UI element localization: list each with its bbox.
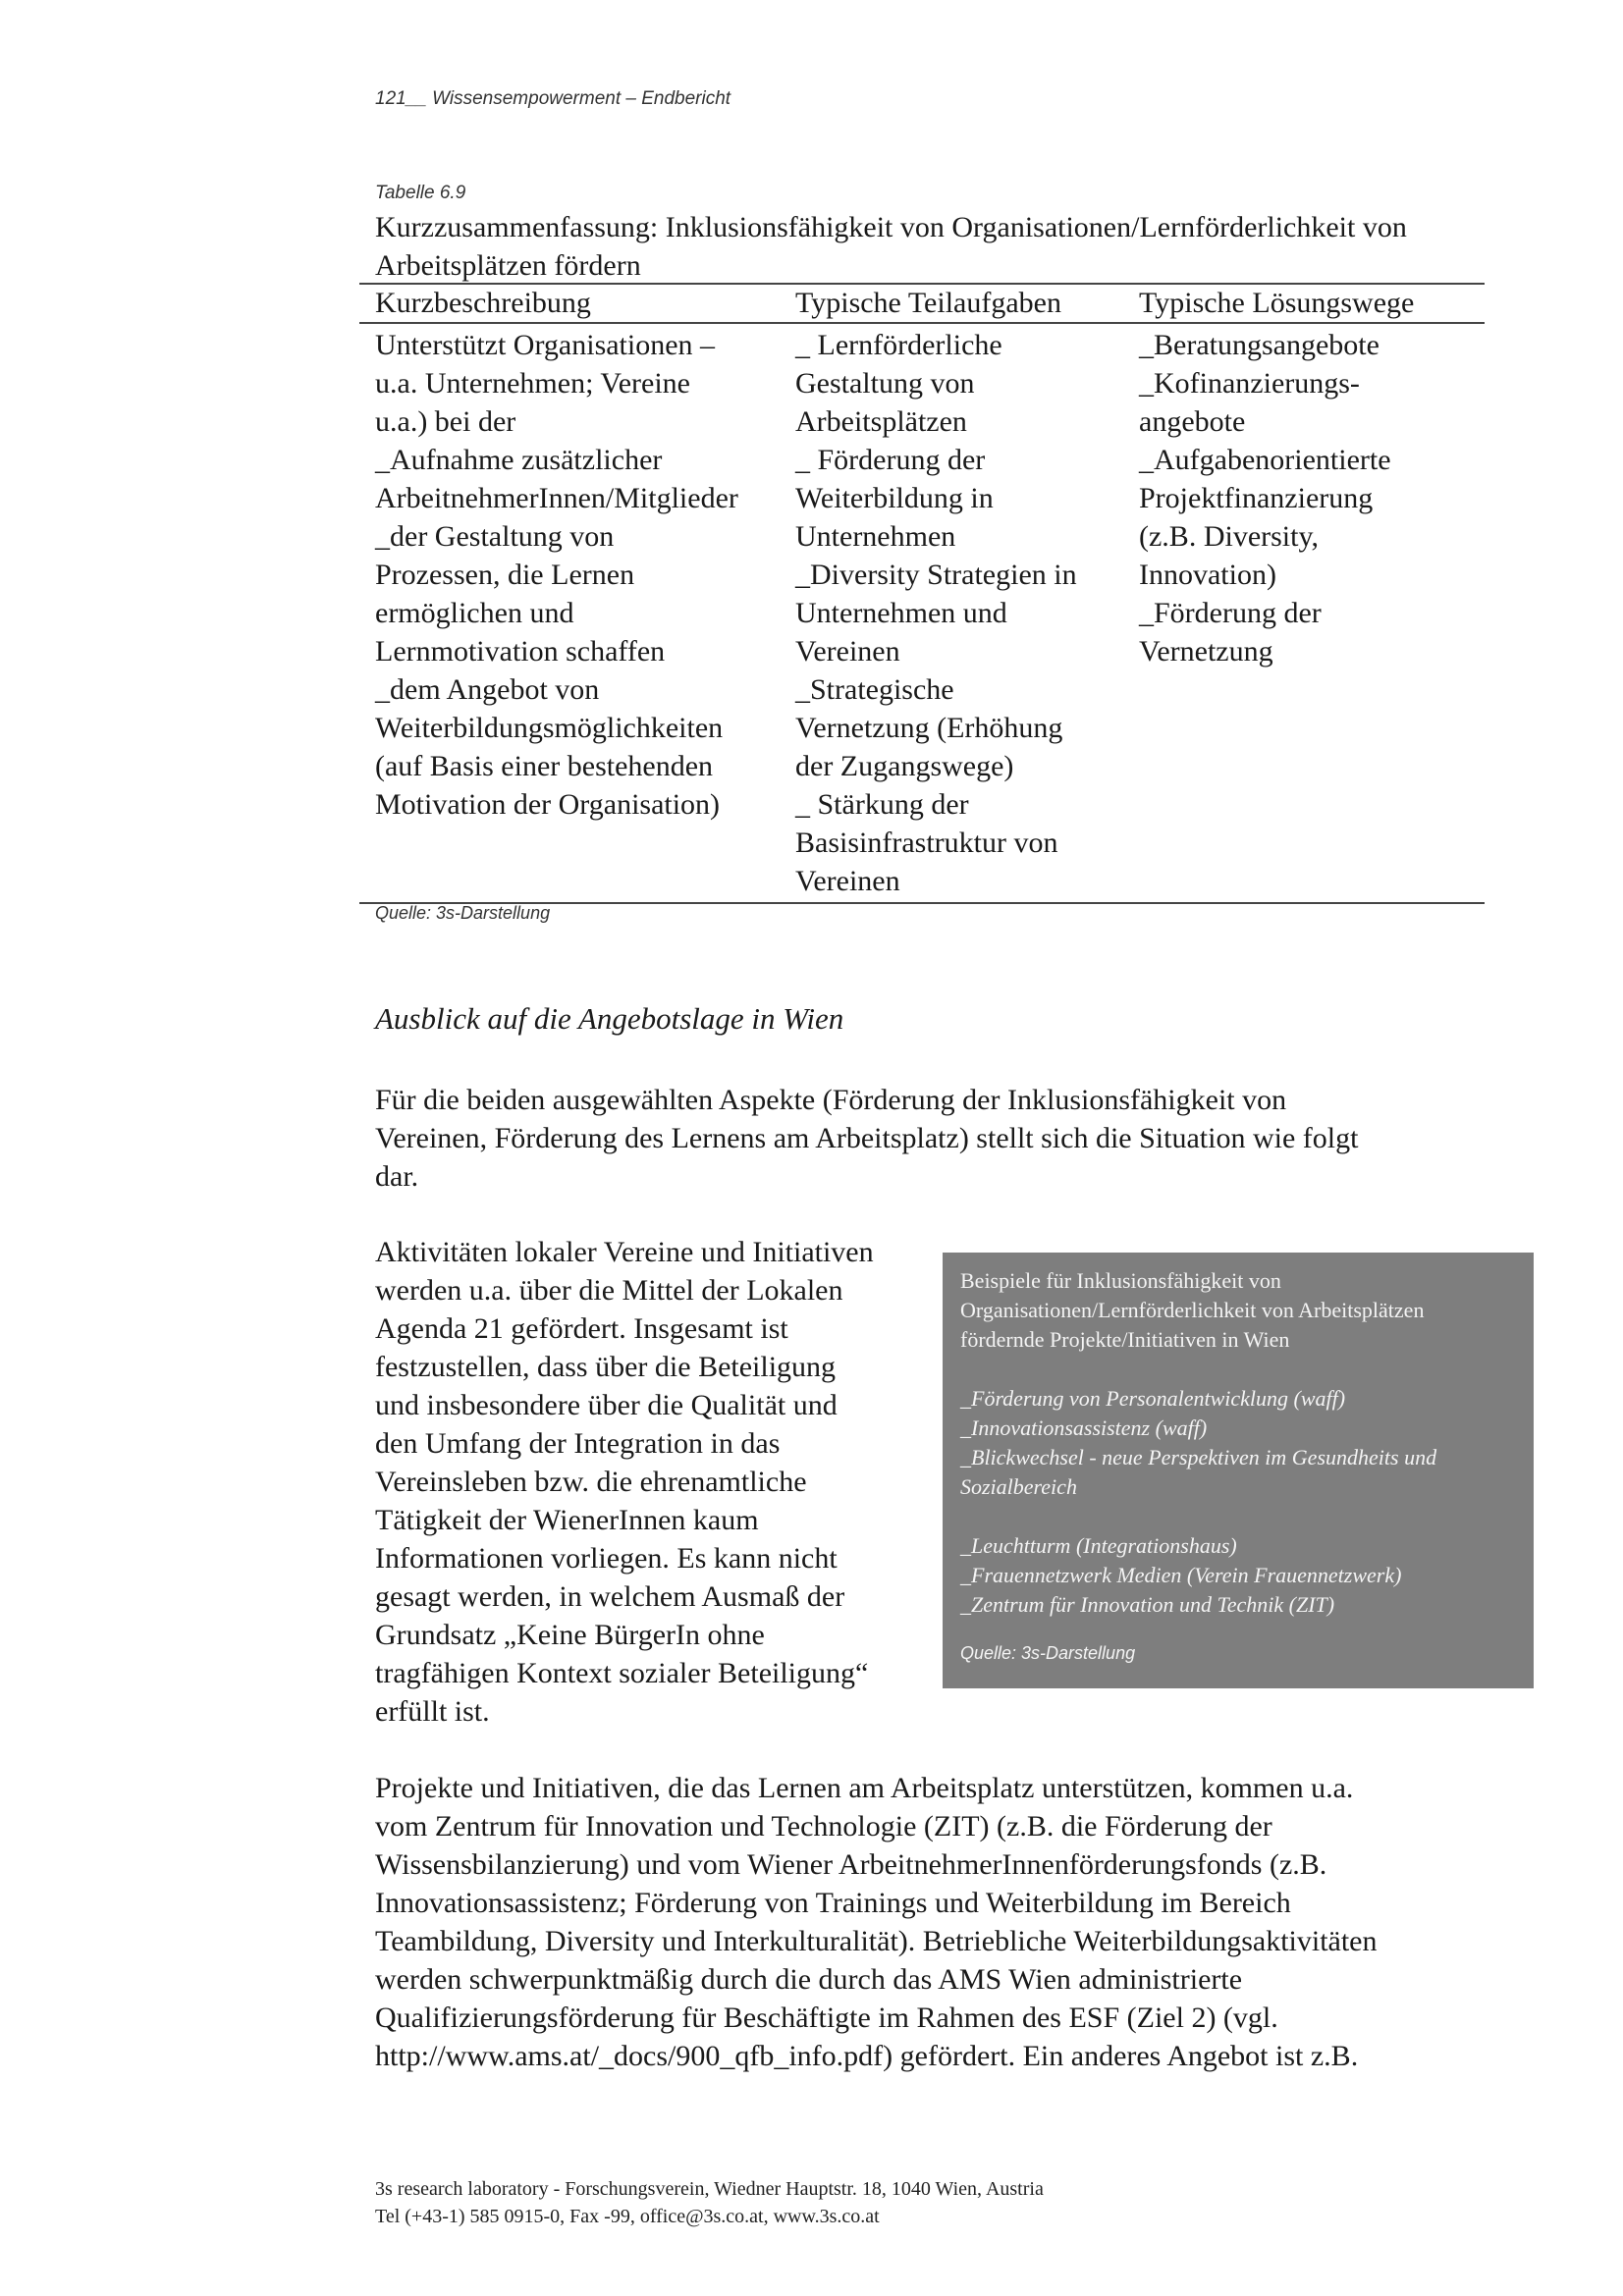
text-line: Innovationsassistenz; Förderung von Trainings und Weiterbildung im Bereich: [375, 1887, 1291, 1919]
cell-text-line: u.a. Unternehmen; Vereine: [375, 367, 690, 400]
text-line: dar.: [375, 1160, 419, 1193]
cell-text-line: _Förderung der: [1139, 597, 1322, 629]
cell-text-line: ermöglichen und: [375, 597, 574, 629]
cell-text-line: (auf Basis einer bestehenden: [375, 750, 714, 782]
cell-text-line: Vereinen: [795, 865, 900, 897]
cell-text-line: _ Stärkung der: [795, 788, 969, 821]
cell-teilaufgaben: [780, 323, 1123, 903]
cell-text-line: _dem Angebot von: [375, 673, 600, 706]
column-header-loesungswege: Typische Lösungswege: [1123, 284, 1485, 323]
text-line: Wissensbilanzierung) und vom Wiener ArbeitnehmerInnenförderungsfonds (z.B.: [375, 1848, 1327, 1881]
sidebar-source: Quelle: 3s-Darstellung: [960, 1643, 1136, 1663]
table-header-row: [359, 284, 1485, 323]
sidebar-item: Sozialbereich: [960, 1474, 1077, 1499]
footer-address: 3s research laboratory - Forschungsverein, Wiedner Hauptstr. 18, 1040 Wien, Austria: [375, 2178, 1044, 2200]
sidebar-title-line: Beispiele für Inklusionsfähigkeit von: [960, 1268, 1281, 1293]
cell-text-line: _der Gestaltung von: [375, 520, 615, 553]
cell-text-line: Prozessen, die Lernen: [375, 559, 635, 591]
cell-text-line: Lernmotivation schaffen: [375, 635, 666, 667]
cell-text-line: _Diversity Strategien in: [795, 559, 1077, 591]
text-line: Agenda 21 gefördert. Insgesamt ist: [375, 1312, 788, 1345]
sidebar-group-1: [960, 1384, 1516, 1502]
cell-text-line: _ Förderung der: [795, 444, 986, 476]
text-line: tragfähigen Kontext sozialer Beteiligung“: [375, 1657, 869, 1689]
sidebar-title-line: Organisationen/Lernförderlichkeit von Arbeitsplätzen: [960, 1298, 1425, 1322]
cell-text-line: Innovation): [1139, 559, 1276, 591]
text-line: den Umfang der Integration in das: [375, 1427, 781, 1460]
cell-text-line: angebote: [1139, 405, 1246, 438]
text-line: vom Zentrum für Innovation und Technologie (ZIT) (z.B. die Förderung der: [375, 1810, 1272, 1842]
cell-text-line: Basisinfrastruktur von: [795, 827, 1058, 859]
sidebar-item: _Leuchtturm (Integrationshaus): [960, 1533, 1237, 1558]
section-heading: Ausblick auf die Angebotslage in Wien: [375, 1001, 844, 1036]
text-line: festzustellen, dass über die Beteiligung: [375, 1351, 837, 1383]
footer-contact: Tel (+43-1) 585 0915-0, Fax -99, office@3s.co.at, www.3s.co.at: [375, 2206, 880, 2227]
examples-sidebar: [943, 1253, 1534, 1688]
cell-text-line: Vereinen: [795, 635, 900, 667]
table-label: Tabelle 6.9: [375, 183, 466, 203]
cell-text-line: Motivation der Organisation): [375, 788, 721, 821]
cell-text-line: Gestaltung von: [795, 367, 975, 400]
text-line: Projekte und Initiativen, die das Lernen am Arbeitsplatz unterstützen, kommen u.a.: [375, 1772, 1354, 1804]
cell-text-line: _Kofinanzierungs-: [1139, 367, 1360, 400]
cell-text-line: _ Lernförderliche: [795, 329, 1002, 361]
column-header-teilaufgaben: Typische Teilaufgaben: [780, 284, 1123, 323]
sidebar-title-line: fördernde Projekte/Initiativen in Wien: [960, 1327, 1290, 1352]
sidebar-item: _Zentrum für Innovation und Technik (ZIT): [960, 1592, 1335, 1617]
text-line: Qualifizierungsförderung für Beschäftigte im Rahmen des ESF (Ziel 2) (vgl.: [375, 2002, 1278, 2034]
page-footer: [375, 2175, 1044, 2230]
text-line: Vereinsleben bzw. die ehrenamtliche: [375, 1466, 807, 1498]
cell-text-line: Vernetzung (Erhöhung: [795, 712, 1063, 744]
table-source: Quelle: 3s-Darstellung: [375, 903, 551, 923]
text-line: werden u.a. über die Mittel der Lokalen: [375, 1274, 843, 1307]
table-row: [359, 323, 1485, 903]
cell-text-line: _Strategische: [795, 673, 954, 706]
cell-text-line: _Aufnahme zusätzlicher: [375, 444, 663, 476]
cell-text-line: Unterstützt Organisationen –: [375, 329, 716, 361]
cell-text-line: u.a.) bei der: [375, 405, 516, 438]
cell-text-line: Arbeitsplätzen: [795, 405, 967, 438]
sidebar-item: _Frauennetzwerk Medien (Verein Frauennetzwerk): [960, 1563, 1402, 1587]
text-line: http://www.ams.at/_docs/900_qfb_info.pdf) gefördert. Ein anderes Angebot ist z.B.: [375, 2040, 1359, 2072]
cell-text-line: Weiterbildung in: [795, 482, 994, 514]
text-line: Für die beiden ausgewählten Aspekte (Förderung der Inklusionsfähigkeit von: [375, 1084, 1287, 1116]
cell-text-line: Vernetzung: [1139, 635, 1273, 667]
intro-paragraph: [375, 1081, 1494, 1196]
cell-text-line: Unternehmen und: [795, 597, 1007, 629]
sidebar-title: [960, 1266, 1516, 1355]
running-header: 121__ Wissensempowerment – Endbericht: [375, 88, 731, 109]
cell-text-line: _Aufgabenorientierte: [1139, 444, 1391, 476]
cell-kurzbeschreibung: [359, 323, 780, 903]
text-line: Aktivitäten lokaler Vereine und Initiativen: [375, 1236, 874, 1268]
text-line: Grundsatz „Keine BürgerIn ohne: [375, 1619, 765, 1651]
sidebar-item: _Förderung von Personalentwicklung (waff): [960, 1386, 1346, 1411]
sidebar-item: _Innovationsassistenz (waff): [960, 1415, 1208, 1440]
text-line: werden schwerpunktmäßig durch die durch das AMS Wien administrierte: [375, 1963, 1243, 1996]
cell-text-line: ArbeitnehmerInnen/Mitglieder: [375, 482, 738, 514]
text-line: Teambildung, Diversity und Interkulturalität). Betriebliche Weiterbildungsaktivitäten: [375, 1925, 1378, 1957]
cell-text-line: Projektfinanzierung: [1139, 482, 1374, 514]
text-line: Tätigkeit der WienerInnen kaum: [375, 1504, 759, 1536]
cell-text-line: der Zugangswege): [795, 750, 1014, 782]
text-line: gesagt werden, in welchem Ausmaß der: [375, 1580, 845, 1613]
cell-text-line: (z.B. Diversity,: [1139, 520, 1320, 553]
cell-text-line: _Beratungsangebote: [1139, 329, 1380, 361]
column-header-kurzbeschreibung: Kurzbeschreibung: [359, 284, 780, 323]
sidebar-group-2: [960, 1531, 1516, 1620]
text-line: Vereinen, Förderung des Lernens am Arbeitsplatz) stellt sich die Situation wie folgt: [375, 1122, 1359, 1154]
activities-paragraph: [375, 1233, 925, 1731]
text-line: erfüllt ist.: [375, 1695, 490, 1728]
cell-text-line: Weiterbildungsmöglichkeiten: [375, 712, 724, 744]
text-line: Informationen vorliegen. Es kann nicht: [375, 1542, 838, 1575]
projects-paragraph: [375, 1769, 1494, 2075]
sidebar-item: _Blickwechsel - neue Perspektiven im Gesundheits und: [960, 1445, 1437, 1469]
table-caption: Kurzzusammenfassung: Inklusionsfähigkeit von Organisationen/Lernförderlichkeit von Arbeitsplätzen fördern: [375, 211, 1407, 282]
text-line: und insbesondere über die Qualität und: [375, 1389, 838, 1421]
cell-loesungswege: [1123, 323, 1485, 903]
summary-table: [359, 283, 1485, 904]
cell-text-line: Unternehmen: [795, 520, 956, 553]
